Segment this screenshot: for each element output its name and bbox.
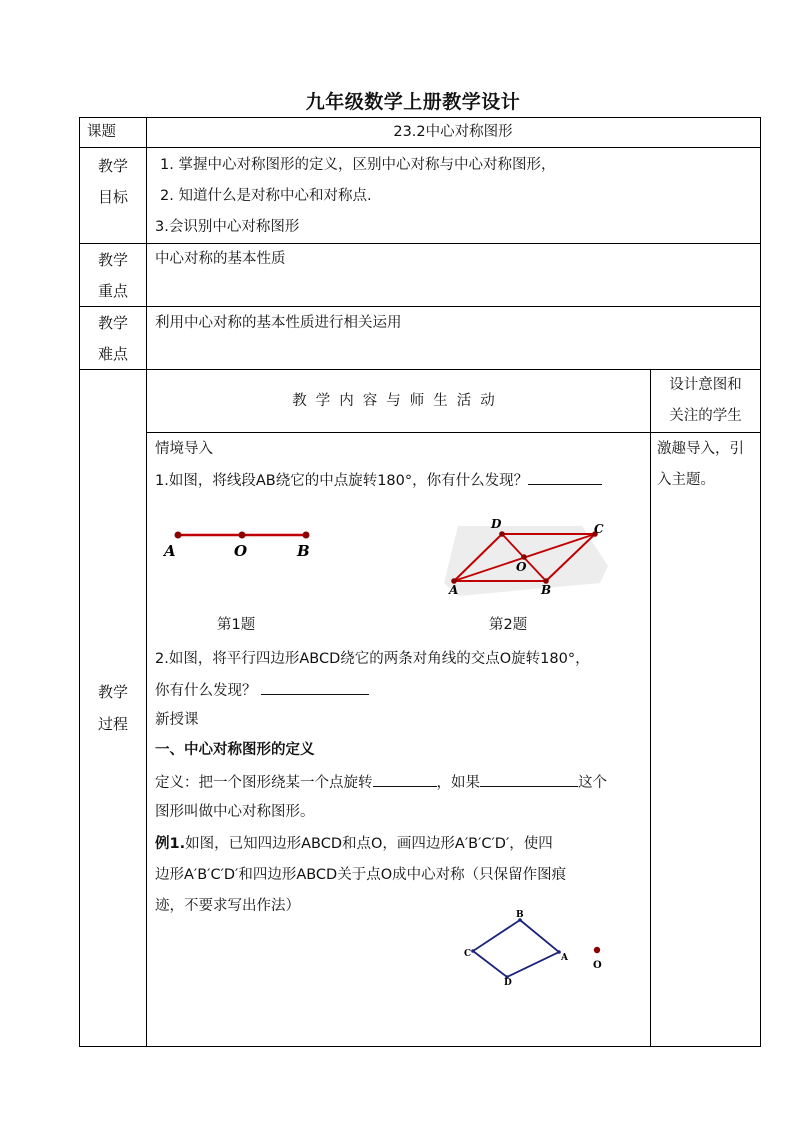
- p-label-b: B: [541, 583, 552, 597]
- answer-blank-2: [261, 680, 369, 695]
- label-o: O: [234, 542, 248, 560]
- page-title: 九年级数学上册教学设计: [305, 91, 521, 113]
- definition-blank-2: [480, 772, 578, 787]
- goals-label-1: 教学: [97, 157, 128, 175]
- design-note-2: 入主题。: [657, 472, 715, 488]
- key-value: 中心对称的基本性质: [155, 251, 286, 267]
- definition-part-3: 这个: [578, 775, 607, 791]
- quadrilateral-abcd: [473, 920, 559, 977]
- process-label-2: 过程: [97, 715, 128, 733]
- example-label: 例1.: [155, 836, 186, 852]
- p-label-a: A: [449, 583, 459, 597]
- heading-definition: 一、中心对称图形的定义: [155, 742, 315, 758]
- section-new: 新授课: [155, 712, 199, 728]
- q-label-d: D: [504, 978, 512, 988]
- question-2-text: 你有什么发现？: [155, 683, 257, 699]
- q-label-b: B: [516, 910, 524, 920]
- key-label-1: 教学: [97, 251, 128, 269]
- definition-line-1: [155, 772, 607, 793]
- q-label-a: A: [561, 953, 568, 963]
- goal-item-1: 1. 掌握中心对称图形的定义，区别中心对称与中心对称图形，: [160, 157, 556, 173]
- difficult-value: 利用中心对称的基本性质进行相关运用: [155, 315, 402, 331]
- example-line-3: 迹，不要求写出作法）: [155, 898, 300, 914]
- p-label-d: D: [491, 517, 502, 531]
- goal-item-3: 3.会识别中心对称图形: [155, 219, 300, 235]
- definition-part-2: ，如果: [436, 775, 480, 791]
- p-label-c: C: [594, 522, 604, 536]
- question-1: [155, 470, 602, 491]
- point-a: [175, 532, 182, 539]
- q-label-c: C: [464, 949, 472, 959]
- vertex-d: [499, 531, 505, 537]
- label-a: A: [164, 542, 176, 560]
- design-header-2: 关注的学生: [669, 408, 742, 424]
- goal-item-2: 2. 知道什么是对称中心和对称点.: [160, 188, 372, 204]
- process-label-1: 教学: [97, 683, 128, 701]
- topic-label: 课题: [87, 124, 116, 140]
- q-point-o: [594, 947, 600, 953]
- definition-line-2: 图形叫做中心对称图形。: [155, 804, 315, 820]
- difficult-label-2: 难点: [97, 345, 128, 363]
- difficult-label-1: 教学: [97, 314, 128, 332]
- q-label-o: O: [593, 960, 602, 971]
- section-intro: 情境导入: [155, 441, 213, 457]
- question-2-line-2: [155, 680, 369, 701]
- figure-quadrilateral: [460, 906, 610, 988]
- center-o: [521, 554, 527, 560]
- content-header: 教学内容与师生活动: [292, 393, 504, 409]
- goals-label-2: 目标: [97, 188, 128, 206]
- figure-segment-ab: [160, 522, 320, 564]
- design-header-1: 设计意图和: [669, 377, 742, 393]
- question-2-line-1: 2.如图，将平行四边形ABCD绕它的两条对角线的交点O旋转180°，: [155, 651, 590, 667]
- figure-parallelogram: [440, 508, 610, 600]
- point-b: [303, 532, 310, 539]
- label-b: B: [297, 542, 310, 560]
- example-line-1: [155, 834, 553, 854]
- definition-part-1: 定义：把一个图形绕某一个点旋转: [155, 775, 373, 791]
- answer-blank-1: [528, 470, 602, 485]
- definition-blank-1: [373, 772, 437, 787]
- q-vertex-c: [471, 949, 475, 953]
- p-label-o: O: [516, 560, 527, 574]
- point-o: [239, 532, 246, 539]
- topic-value: 23.2中心对称图形: [393, 124, 513, 140]
- design-note-1: 激趣导入，引: [657, 441, 744, 457]
- key-label-2: 重点: [97, 282, 128, 300]
- figure-1-caption: 第1题: [217, 617, 256, 633]
- question-1-text: 1.如图，将线段AB绕它的中点旋转180°，你有什么发现？: [155, 473, 529, 489]
- example-text-1: 如图，已知四边形ABCD和点O，画四边形A′B′C′D′，使四: [185, 836, 553, 852]
- example-line-2: 边形A′B′C′D′和四边形ABCD关于点O成中心对称（只保留作图痕: [155, 867, 567, 883]
- figure-2-caption: 第2题: [489, 617, 528, 633]
